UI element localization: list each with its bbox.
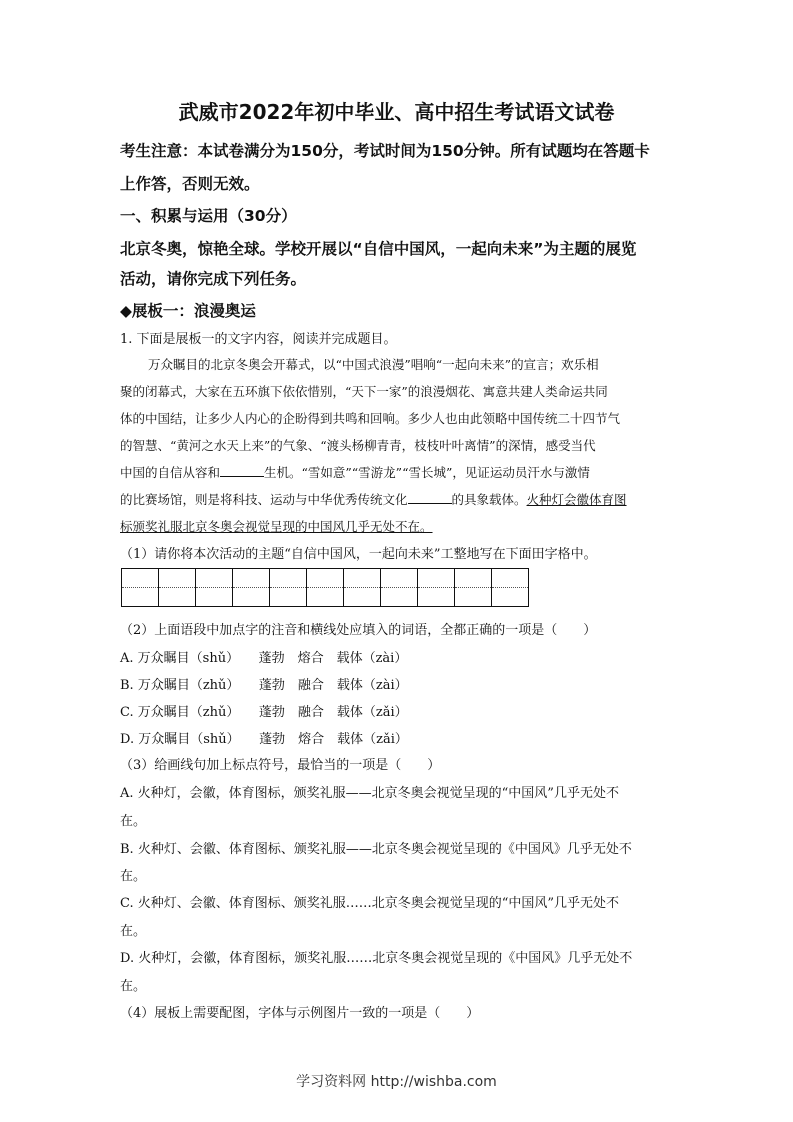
- grid-cell: [492, 569, 529, 606]
- option-2d: D. 万众瞩目（shǔ） 蓬勃 熔合 载体（zǎi）: [120, 732, 408, 747]
- option-3d-line-1: D. 火种灯，会徽，体育图标，颁奖礼服……北京冬奥会视觉呈现的《中国风》几乎无处不: [120, 951, 633, 966]
- notice-line-2: 上作答，否则无效。: [120, 175, 260, 193]
- grid-cell: [381, 569, 418, 606]
- sub-question-2: （2）上面语段中加点字的注音和横线处应填入的词语，全都正确的一项是（ ）: [120, 623, 597, 638]
- underlined-sentence-part-1: 火种灯会徽体育图: [526, 492, 627, 507]
- notice-line-1: 考生注意：本试卷满分为150分，考试时间为150分钟。所有试题均在答题卡: [120, 142, 650, 160]
- underlined-sentence-part-2: 标颁奖礼服北京冬奥会视觉呈现的中国风几乎无处不在。: [120, 519, 433, 534]
- fill-blank-1: [220, 464, 264, 477]
- passage-line-6-part-2: 的具象载体。: [451, 492, 527, 507]
- passage-line-3: 体的中国结，让多少人内心的企盼得到共鸣和回响。多少人也由此领略中国传统二十四节气: [120, 411, 621, 426]
- tianzige-grid: [121, 568, 529, 607]
- fill-blank-2: [408, 491, 452, 504]
- section-intro-1: 北京冬奥，惊艳全球。学校开展以“自信中国风，一起向未来”为主题的展览: [120, 240, 637, 258]
- passage-line-6-part-1: 的比赛场馆，则是将科技、运动与中华优秀传统文化: [120, 492, 408, 507]
- passage-line-5: [120, 463, 590, 481]
- section-heading: 一、积累与运用（30分）: [120, 207, 297, 225]
- board-heading: ◆展板一：浪漫奥运: [120, 302, 256, 320]
- grid-cell: [122, 569, 159, 606]
- passage-line-4: 的智慧、“黄河之水天上来”的气象、“渡头杨柳青青，枝枝叶叶离情”的深情，感受当代: [120, 438, 596, 453]
- option-2c: C. 万众瞩目（zhǔ） 蓬勃 融合 载体（zǎi）: [120, 705, 408, 720]
- grid-cell: [418, 569, 455, 606]
- grid-cell: [270, 569, 307, 606]
- option-3d-line-2: 在。: [120, 979, 147, 994]
- sub-question-1: （1）请你将本次活动的主题“自信中国风，一起向未来”工整地写在下面田字格中。: [120, 547, 597, 562]
- grid-cell: [344, 569, 381, 606]
- grid-cell: [233, 569, 270, 606]
- option-3b-line-2: 在。: [120, 869, 147, 884]
- option-2a: A. 万众瞩目（shǔ） 蓬勃 熔合 载体（zài）: [120, 651, 408, 666]
- option-3a-line-2: 在。: [120, 814, 147, 829]
- option-3c-line-2: 在。: [120, 924, 147, 939]
- grid-cell: [307, 569, 344, 606]
- passage-line-6: [120, 490, 627, 508]
- passage-line-5-part-1: 中国的自信从容和: [120, 465, 221, 480]
- exam-title: 武威市2022年初中毕业、高中招生考试语文试卷: [178, 100, 615, 124]
- option-3a-line-1: A. 火种灯，会徽，体育图标，颁奖礼服——北京冬奥会视觉呈现的“中国风”几乎无处不: [120, 786, 619, 801]
- question-1-stem: 1. 下面是展板一的文字内容，阅读并完成题目。: [120, 332, 397, 347]
- option-2b: B. 万众瞩目（zhǔ） 蓬勃 融合 载体（zài）: [120, 678, 408, 693]
- option-3c-line-1: C. 火种灯、会徽、体育图标、颁奖礼服……北京冬奥会视觉呈现的“中国风”几乎无处不: [120, 896, 620, 911]
- sub-question-4: （4）展板上需要配图，字体与示例图片一致的一项是（ ）: [120, 1006, 480, 1021]
- sub-question-3: （3）给画线句加上标点符号，最恰当的一项是（ ）: [120, 758, 441, 773]
- grid-cell: [159, 569, 196, 606]
- page-footer: 学习资料网 http://wishba.com: [296, 1074, 497, 1090]
- option-3b-line-1: B. 火种灯、会徽、体育图标、颁奖礼服——北京冬奥会视觉呈现的《中国风》几乎无处不: [120, 842, 632, 857]
- passage-line-2: 聚的闭幕式，大家在五环旗下依依惜别，“天下一家”的浪漫烟花、寓意共建人类命运共同: [120, 384, 608, 399]
- grid-cell: [196, 569, 233, 606]
- passage-line-5-part-2: 生机。“雪如意”“雪游龙”“雪长城”，见证运动员汗水与激情: [264, 465, 590, 480]
- passage-line-1: 万众瞩目的北京冬奥会开幕式，以“中国式浪漫”唱响“一起向未来”的宣言；欢乐相: [148, 357, 599, 372]
- section-intro-2: 活动，请你完成下列任务。: [120, 270, 307, 288]
- grid-cell: [455, 569, 492, 606]
